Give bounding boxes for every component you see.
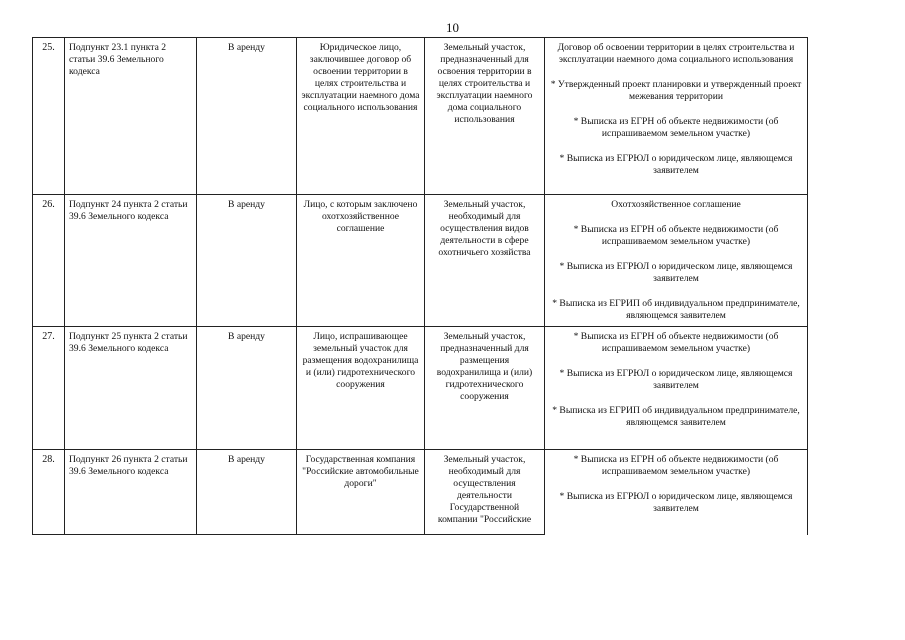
provision-form: В аренду [197,327,297,450]
legal-basis: Подпункт 25 пункта 2 статьи 39.6 Земельного кодекса [65,327,197,450]
provision-form: В аренду [197,195,297,327]
page-number: 10 [446,20,459,35]
services-table [32,37,808,535]
document-item: * Выписка из ЕГРЮЛ о юридическом лице, являющемся заявителем [559,368,793,391]
row-number: 25. [33,38,65,195]
land-plot-description: Земельный участок, предназначенный для размещения водохранилища и (или) гидротехнического сооружения [425,327,545,450]
document-item: Охотхозяйственное соглашение [611,199,741,210]
applicant-category: Государственная компания "Российские автомобильные дороги" [297,450,425,535]
land-plot-description: Земельный участок, необходимый для осуществления видов деятельности в сфере охотничьего хозяйства [425,195,545,327]
document-item: * Выписка из ЕГРН об объекте недвижимости (об испрашиваемом земельном участке) [573,224,779,247]
provision-form: В аренду [197,450,297,535]
legal-basis: Подпункт 24 пункта 2 статьи 39.6 Земельного кодекса [65,195,197,327]
table-row [33,327,808,450]
table-row [33,38,808,195]
document-item: * Выписка из ЕГРИП об индивидуальном предпринимателе, являющемся заявителем [552,405,800,428]
document-item: * Выписка из ЕГРИП об индивидуальном предпринимателе, являющемся заявителем [552,298,800,321]
document-item: * Утвержденный проект планировки и утвержденный проект межевания территории [550,79,802,102]
applicant-category: Лицо, испрашивающее земельный участок для размещения водохранилища и (или) гидротехнического сооружения [297,327,425,450]
provision-form: В аренду [197,38,297,195]
document-item: * Выписка из ЕГРН об объекте недвижимости (об испрашиваемом земельном участке) [573,116,779,139]
document-item: * Выписка из ЕГРЮЛ о юридическом лице, являющемся заявителем [559,491,793,514]
applicant-category: Юридическое лицо, заключившее договор об освоении территории в целях строительства и эксплуатации наемного дома социального использования [297,38,425,195]
row-number: 26. [33,195,65,327]
land-plot-description: Земельный участок, необходимый для осуществления деятельности Государственной компании "Российские [425,450,545,535]
applicant-category: Лицо, с которым заключено охотхозяйственное соглашение [297,195,425,327]
row-number: 28. [33,450,65,535]
required-documents [545,450,808,535]
required-documents [545,38,808,195]
document-item: * Выписка из ЕГРН об объекте недвижимости (об испрашиваемом земельном участке) [573,331,779,354]
document-item: * Выписка из ЕГРН об объекте недвижимости (об испрашиваемом земельном участке) [573,454,779,477]
document-item: * Выписка из ЕГРЮЛ о юридическом лице, являющемся заявителем [559,153,793,176]
document-item: Договор об освоении территории в целях строительства и эксплуатации наемного дома социального использования [557,42,795,65]
required-documents [545,195,808,327]
land-plot-description: Земельный участок, предназначенный для освоения территории в целях строительства и эксплуатации наемного дома социального использования [425,38,545,195]
table-row [33,195,808,327]
row-number: 27. [33,327,65,450]
document-item: * Выписка из ЕГРЮЛ о юридическом лице, являющемся заявителем [559,261,793,284]
required-documents [545,327,808,450]
legal-basis: Подпункт 26 пункта 2 статьи 39.6 Земельного кодекса [65,450,197,535]
legal-basis: Подпункт 23.1 пункта 2 статьи 39.6 Земельного кодекса [65,38,197,195]
table-row [33,450,808,535]
